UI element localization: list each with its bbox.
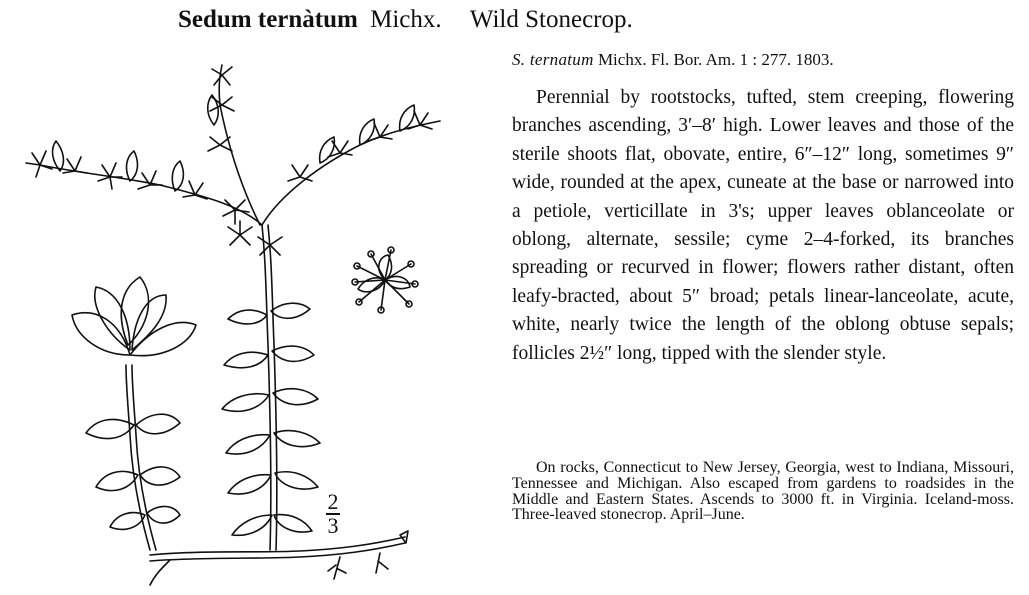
- habitat-block: [512, 460, 1014, 523]
- rootstock: [150, 537, 405, 555]
- citation-reference: Michx. Fl. Bor. Am. 1 : 277. 1803.: [597, 50, 834, 69]
- main-stem: [262, 225, 271, 550]
- habitat-text: On rocks, Connecticut to New Jersey, Georgia, west to Indiana, Missouri, Tennessee and Michigan. Also escaped from gardens to roadsides in the Middle and Eastern States. Ascends to 3000 ft. in Virginia. Iceland-moss. Three-leaved stonecrop. April–June.: [512, 459, 1014, 524]
- species-author: Michx.: [370, 6, 442, 33]
- scale-denominator: 3: [327, 513, 339, 538]
- sterile-shoot: [72, 277, 196, 550]
- scale-fraction: [326, 489, 340, 538]
- plant-illustration: [0, 45, 500, 595]
- flower-detail: [352, 247, 418, 313]
- description-text: Perennial by rootstocks, tufted, stem creeping, flowering branches ascending, 3′–8′ high. Lower leaves and those of the sterile shoots flat, obovate, entire, 6″–12″ long, sometimes 9″ wide, rounded at the apex, cuneate at the base or narrowed into a petiole, verticillate in 3's; upper leaves oblanceolate or oblong, alternate, sessile; cyme 2–4-forked, its branches spreading or recurved in flower; flowers rather distant, often leafy-bracted, about 5″ broad; petals linear-lanceolate, acute, white, nearly twice the length of the oblong obtuse sepals; follicles 2½″ long, tipped with the slender style.: [512, 87, 1014, 364]
- citation: [512, 50, 1012, 70]
- description-block: [512, 84, 1014, 368]
- common-name: Wild Stonecrop.: [469, 6, 633, 33]
- page-title: [178, 6, 938, 34]
- flowering-cyme: [26, 65, 440, 255]
- citation-name: S. ternatum: [512, 50, 594, 69]
- scale-numerator: 2: [327, 489, 339, 514]
- species-name: Sedum ternàtum: [178, 6, 358, 33]
